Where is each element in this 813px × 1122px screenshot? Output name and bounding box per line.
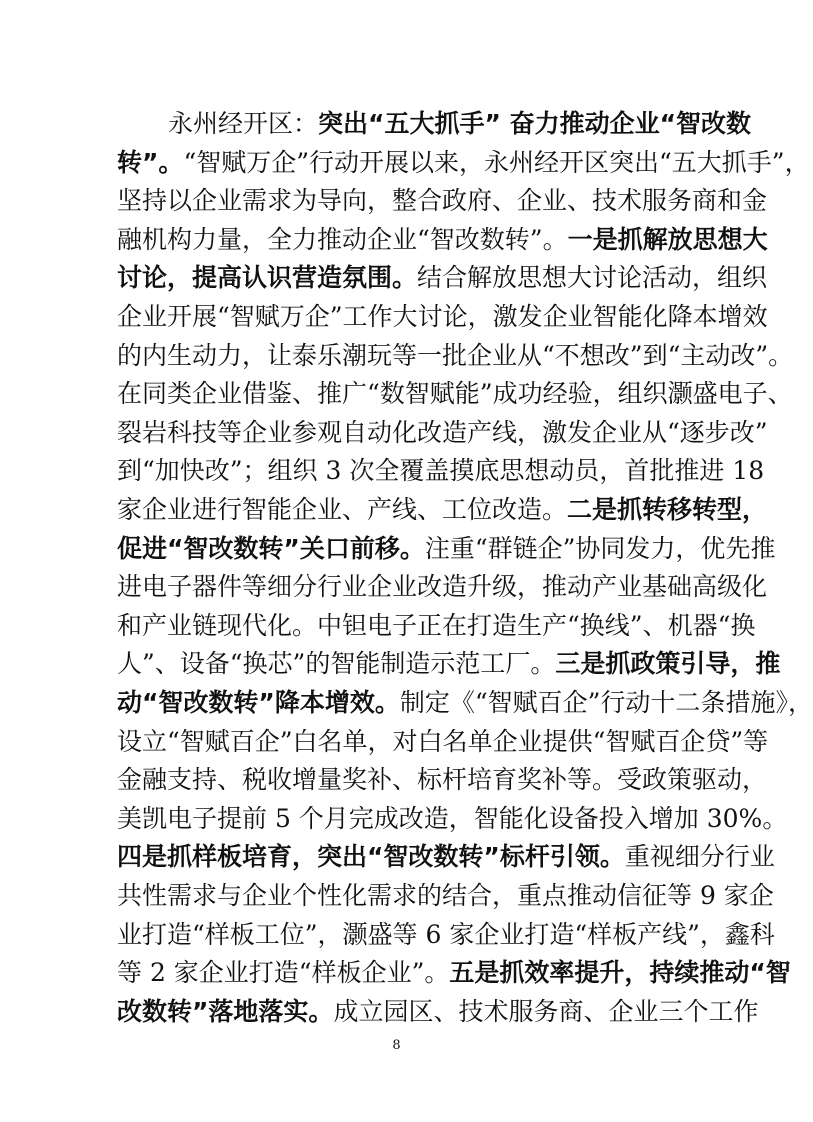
text-line <box>117 529 776 569</box>
text-segment: 到“加快改”；组织 3 次全覆盖摸底思想动员，首批推进 18 <box>117 456 765 486</box>
text-line <box>117 220 768 260</box>
text-segment: 美凯电子提前 5 个月完成改造，智能化设备投入增加 30%。 <box>117 803 788 833</box>
text-line <box>117 567 768 607</box>
text-line <box>117 413 768 453</box>
text-line <box>117 374 793 414</box>
text-segment: 在同类企业借鉴、推广“数智赋能”成功经验，组织灏盛电子、 <box>117 379 793 409</box>
text-line <box>117 258 768 298</box>
text-segment: 和产业链现代化。中钽电子正在打造生产“换线”、机器“换 <box>117 610 756 640</box>
bold-text-segment: 突出“五大抓手” 奋力推动企业“智改数 <box>318 109 752 138</box>
text-line <box>117 953 791 993</box>
text-line <box>117 490 768 530</box>
page-number: 8 <box>392 1038 401 1053</box>
text-segment: 重视细分行业 <box>624 842 775 872</box>
text-segment: 永州经开区： <box>168 109 319 138</box>
text-segment: 进电子器件等细分行业企业改造升级，推动产业基础高级化 <box>117 572 768 602</box>
text-line <box>117 181 768 221</box>
bold-text-segment: 动“智改数转”降本增效。 <box>117 688 400 717</box>
text-line <box>117 336 794 376</box>
bold-text-segment: 二是抓转移转型， <box>567 495 768 524</box>
text-line <box>117 683 813 723</box>
text-segment: 业打造“样板工位”，灏盛等 6 家企业打造“样板产线”，鑫科 <box>117 919 775 949</box>
text-segment: 人”、设备“换芯”的智能制造示范工厂。 <box>117 649 556 679</box>
bold-text-segment: 一是抓解放思想大 <box>567 224 768 254</box>
bold-text-segment: 改数转”落地落实。 <box>117 996 334 1026</box>
text-segment: 融机构力量，全力推动企业“智改数转”。 <box>117 224 568 254</box>
text-segment: 企业开展“智赋万企”工作大讨论，激发企业智能化降本增效 <box>117 302 768 331</box>
text-segment: “智赋万企”行动开展以来，永州经开区突出“五大抓手”， <box>183 147 810 177</box>
text-segment: 坚持以企业需求为导向，整合政府、企业、技术服务商和金 <box>117 186 768 216</box>
text-line <box>117 992 759 1032</box>
text-segment: 设立“智赋百企”白名单，对白名单企业提供“智赋百企贷”等 <box>117 726 769 756</box>
bold-text-segment: 四是抓样板培育，突出“智改数转”标杆引领。 <box>117 842 625 872</box>
text-line <box>117 722 769 762</box>
text-segment: 裂岩科技等企业参观自动化改造产线，激发企业从“逐步改” <box>117 417 768 447</box>
text-segment: 制定《“智赋百企”行动十二条措施》， <box>399 688 813 717</box>
bold-text-segment: 讨论，提高认识营造氛围。 <box>117 263 418 293</box>
text-segment: 的内生动力，让泰乐潮玩等一批企业从“不想改”到“主动改”。 <box>117 340 794 370</box>
bold-text-segment: 五是抓效率提升，持续推动“智 <box>449 958 791 988</box>
text-segment: 家企业进行智能企业、产线、工位改造。 <box>117 495 568 524</box>
text-line <box>117 760 768 800</box>
text-segment: 成立园区、技术服务商、企业三个工作 <box>333 996 759 1026</box>
text-segment: 金融支持、税收增量奖补、标杆培育奖补等。受政策驱动， <box>117 765 768 795</box>
bold-text-segment: 促进“智改数转”关口前移。 <box>117 533 425 563</box>
text-line <box>117 799 788 839</box>
text-segment: 注重“群链企”协同发力，优先推 <box>424 533 776 563</box>
text-line <box>117 143 810 183</box>
text-line <box>117 915 775 955</box>
text-segment: 等 2 家企业打造“样板企业”。 <box>117 958 450 988</box>
text-line <box>117 837 775 877</box>
bold-text-segment: 转”。 <box>117 147 184 177</box>
text-line <box>117 606 756 646</box>
text-line <box>117 644 781 684</box>
text-segment: 结合解放思想大讨论活动，组织 <box>417 263 768 293</box>
bold-text-segment: 三是抓政策引导，推 <box>555 649 781 679</box>
paragraph-heading-line <box>168 104 752 144</box>
text-line <box>117 451 765 491</box>
text-segment: 共性需求与企业个性化需求的结合，重点推动信征等 9 家企 <box>117 881 774 910</box>
text-line <box>117 876 774 916</box>
text-line <box>117 297 768 337</box>
